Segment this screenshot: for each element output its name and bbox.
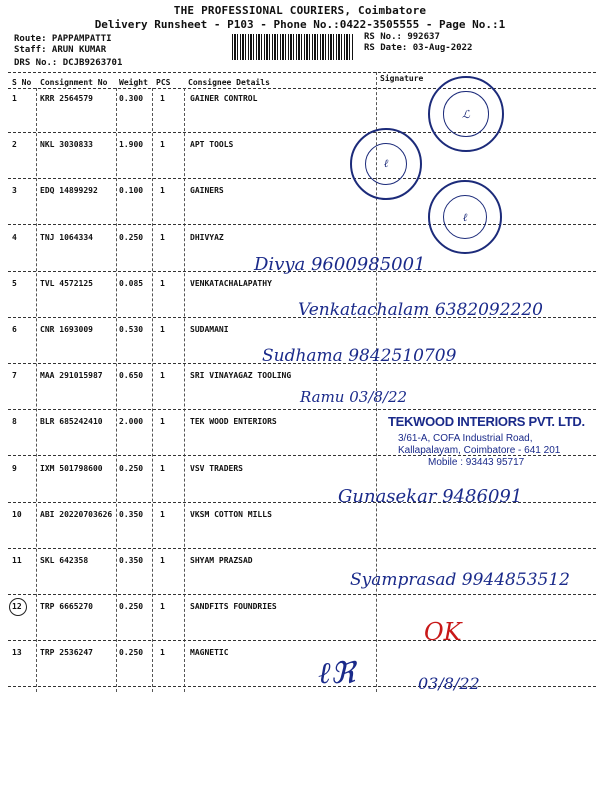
- route-label: Route: PAPPAMPATTI: [14, 34, 112, 44]
- cell-weight: 0.650: [119, 371, 144, 381]
- drs-number: DRS No.: DCJB9263701: [14, 58, 123, 68]
- tekwood-address-line1: 3/61-A, COFA Industrial Road,: [398, 433, 533, 444]
- cell-consignment: BLR 685242410: [40, 417, 103, 427]
- cell-sno: 12: [12, 602, 22, 612]
- table-top-rule: [8, 72, 596, 73]
- cell-consignee: VKSM COTTON MILLS: [190, 509, 272, 519]
- row-divider: [8, 686, 596, 687]
- cell-sno: 3: [12, 186, 17, 196]
- cell-consignment: TVL 4572125: [40, 278, 93, 288]
- cell-consignee: TEK WOOD ENTERIORS: [190, 417, 277, 427]
- cell-consignment: NKL 3030833: [40, 140, 93, 150]
- vksm-faded-stamp: [364, 516, 524, 556]
- cell-weight: 0.350: [119, 509, 144, 519]
- cell-consignment: SKL 642358: [40, 556, 89, 565]
- cell-sno: 4: [12, 232, 17, 242]
- barcode: [232, 34, 354, 60]
- rs-number: RS No.: 992637: [364, 32, 440, 42]
- row-divider: [8, 178, 596, 179]
- cell-consignment: CNR 1693009: [40, 325, 93, 334]
- row-divider: [8, 132, 596, 133]
- row-divider: [8, 409, 596, 410]
- gainers-control-stamp: [428, 76, 504, 152]
- cell-consignment: ABI 20220703626: [40, 509, 113, 519]
- cell-weight: 0.250: [119, 648, 144, 658]
- col-header-consignment: Consignment No: [40, 78, 108, 87]
- stamp-signature: ℓ: [443, 195, 487, 239]
- cell-pcs: 1: [160, 463, 165, 473]
- row-divider: [8, 640, 596, 641]
- cell-weight: 2.000: [119, 417, 144, 427]
- cell-consignment: IXM 501798600: [40, 463, 103, 473]
- signature-row4: Divya 9600985001: [254, 254, 426, 275]
- cell-consignment: TRP 6665270: [40, 602, 93, 612]
- col-header-consignee: Consignee Details: [188, 78, 270, 87]
- signature-row11: Syamprasad 9944853512: [350, 570, 570, 590]
- cell-weight: 0.530: [119, 325, 144, 334]
- cell-pcs: 1: [160, 94, 165, 103]
- cell-consignee: GAINERS: [190, 186, 224, 196]
- cell-consignment: EDQ 14899292: [40, 186, 98, 196]
- cell-weight: 0.300: [119, 94, 144, 103]
- tekwood-name: TEKWOOD INTERIORS PVT. LTD.: [388, 414, 585, 429]
- cell-weight: 0.250: [119, 602, 144, 612]
- cell-sno: 10: [12, 509, 22, 519]
- cell-consignment: TNJ 1064334: [40, 232, 93, 242]
- cell-consignment: TRP 2536247: [40, 648, 93, 658]
- cell-sno: 1: [12, 94, 17, 103]
- circled-row-marker: [9, 598, 27, 616]
- tekwood-address-line2: Kallapalayam, Coimbatore - 641 201: [398, 445, 561, 456]
- rs-date: RS Date: 03-Aug-2022: [364, 43, 473, 53]
- cell-consignee: APT TOOLS: [190, 140, 234, 150]
- col-header-pcs: PCS: [156, 78, 171, 87]
- stamp-signature: ℒ: [443, 91, 488, 136]
- cell-consignee: SHYAM PRAZSAD: [190, 556, 253, 565]
- staff-label: Staff: ARUN KUMAR: [14, 45, 107, 55]
- stamp-signature: ℓ: [365, 143, 408, 186]
- header-bottom-rule: [8, 88, 596, 89]
- cell-sno: 8: [12, 417, 17, 427]
- col-header-sno: S No: [12, 78, 32, 87]
- cell-sno: 5: [12, 278, 17, 288]
- tekwood-stamp: [388, 414, 585, 468]
- company-title: THE PROFESSIONAL COURIERS, Coimbatore: [173, 4, 427, 17]
- cell-pcs: 1: [160, 325, 165, 334]
- row-divider: [8, 224, 596, 225]
- col-header-signature: Signature: [380, 74, 424, 83]
- apt-tools-stamp: [350, 128, 422, 200]
- cell-pcs: 1: [160, 186, 165, 196]
- cell-pcs: 1: [160, 648, 165, 658]
- cell-sno: 13: [12, 648, 22, 658]
- cell-pcs: 1: [160, 602, 165, 612]
- cell-weight: 0.250: [119, 463, 144, 473]
- cell-consignee: SANDFITS FOUNDRIES: [190, 602, 277, 612]
- signature-row12: OK: [424, 618, 462, 646]
- cell-pcs: 1: [160, 417, 165, 427]
- signature-row9: Gunasekar 9486091: [338, 486, 523, 507]
- runsheet-title: Delivery Runsheet - P103 - Phone No.:0422-3505555 - Page No.:1: [94, 18, 506, 31]
- cell-consignee: VENKATACHALAPATHY: [190, 278, 272, 288]
- cell-pcs: 1: [160, 371, 165, 381]
- signature-scribble-row13: ℓℜ: [318, 656, 355, 691]
- signature-row5: Venkatachalam 6382092220: [298, 300, 543, 320]
- cell-pcs: 1: [160, 509, 165, 519]
- cell-consignment: MAA 291015987: [40, 371, 103, 381]
- cell-sno: 6: [12, 325, 17, 334]
- row-divider: [8, 594, 596, 595]
- cell-weight: 0.350: [119, 556, 144, 565]
- cell-pcs: 1: [160, 232, 165, 242]
- signature-row13-date: 03/8/22: [418, 674, 480, 693]
- signature-row7: Ramu 03/8/22: [300, 388, 408, 406]
- cell-sno: 9: [12, 463, 17, 473]
- cell-pcs: 1: [160, 556, 165, 565]
- cell-consignee: GAINER CONTROL: [190, 94, 258, 103]
- cell-pcs: 1: [160, 140, 165, 150]
- cell-pcs: 1: [160, 278, 165, 288]
- cell-consignee: SUDAMANI: [190, 325, 229, 334]
- cell-sno: 2: [12, 140, 17, 150]
- cell-consignee: DHIVYAZ: [190, 232, 224, 242]
- cell-weight: 0.100: [119, 186, 144, 196]
- cell-weight: 1.900: [119, 140, 144, 150]
- cell-consignee: SRI VINAYAGAZ TOOLING: [190, 371, 292, 381]
- cell-sno: 11: [12, 556, 22, 565]
- cell-weight: 0.250: [119, 232, 144, 242]
- tekwood-mobile: Mobile : 93443 95717: [428, 457, 525, 468]
- col-header-weight: Weight: [119, 78, 148, 87]
- gainers-stamp: [428, 180, 502, 254]
- cell-weight: 0.085: [119, 278, 144, 288]
- signature-row6: Sudhama 9842510709: [262, 346, 457, 366]
- cell-consignment: KRR 2564579: [40, 94, 93, 103]
- cell-sno: 7: [12, 371, 17, 381]
- cell-consignee: MAGNETIC: [190, 648, 229, 658]
- cell-consignee: VSV TRADERS: [190, 463, 243, 473]
